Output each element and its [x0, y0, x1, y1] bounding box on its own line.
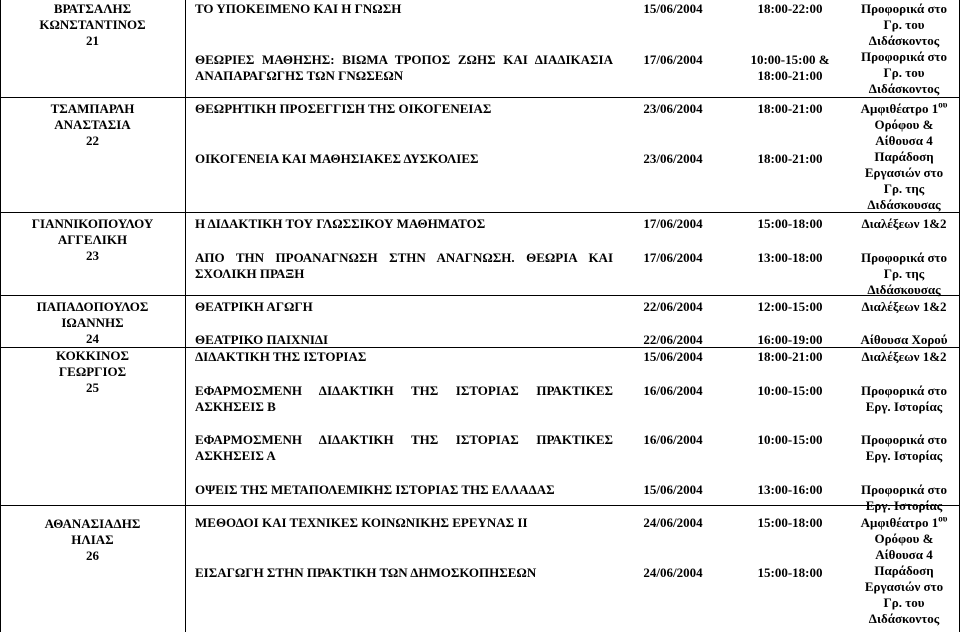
- professor-surname: ΒΡΑΤΣΑΛΗΣ: [53, 1, 132, 16]
- course-date: 15/06/2004: [643, 1, 703, 16]
- course-date: 17/06/2004: [643, 250, 703, 265]
- professor-firstname: ΓΕΩΡΓΙΟΣ: [58, 364, 127, 379]
- room-cell: Αίθουσα Χορού: [860, 332, 948, 347]
- professor-firstname: ΚΩΝΣΤΑΝΤΙΝΟΣ: [39, 17, 146, 32]
- course-title: Η ΔΙΔΑΚΤΙΚΗ ΤΟΥ ΓΛΩΣΣΙΚΟΥ ΜΑΘΗΜΑΤΟΣ: [195, 216, 486, 231]
- room-cell: Προφορικά στο Γρ. της Διδάσκουσας: [860, 250, 948, 297]
- room-cell: Προφορικά στο Εργ. Ιστορίας: [860, 383, 948, 414]
- room-cell: Προφορικά στο Γρ. του Διδάσκοντος Προφορικά στο Γρ. του Διδάσκοντος: [860, 1, 948, 96]
- course-time: 15:00-18:00: [757, 515, 823, 530]
- course-time: 13:00-18:00: [757, 250, 823, 265]
- course-title: ΟΨΕΙΣ ΤΗΣ ΜΕΤΑΠΟΛΕΜΙΚΗΣ ΙΣΤΟΡΙΑΣ ΤΗΣ ΕΛΛΑΔΑΣ: [195, 482, 555, 497]
- course-date: 24/06/2004: [643, 565, 703, 580]
- course-title: ΕΙΣΑΓΩΓΗ ΣΤΗΝ ΠΡΑΚΤΙΚΗ ΤΩΝ ΔΗΜΟΣΚΟΠΗΣΕΩΝ: [195, 565, 537, 580]
- professor-number: 24: [86, 331, 99, 346]
- course-title: ΕΦΑΡΜΟΣΜΕΝΗ ΔΙΔΑΚΤΙΚΗ ΤΗΣ ΙΣΤΟΡΙΑΣ ΠΡΑΚΤΙΚΕΣ ΑΣΚΗΣΕΙΣ Α: [195, 432, 613, 463]
- course-date: 23/06/2004: [643, 151, 703, 166]
- course-title: ΘΕΩΡΙΕΣ ΜΑΘΗΣΗΣ: ΒΙΩΜΑ ΤΡΟΠΟΣ ΖΩΗΣ ΚΑΙ ΔΙΑΔΙΚΑΣΙΑ ΑΝΑΠΑΡΑΓΩΓΗΣ ΤΩΝ ΓΝΩΣΕΩΝ: [195, 52, 613, 83]
- course-time: 10:00-15:00 & 18:00-21:00: [750, 52, 830, 83]
- course-time: 15:00-18:00: [757, 216, 823, 231]
- course-time: 15:00-18:00: [757, 565, 823, 580]
- professor-surname: ΓΙΑΝΝΙΚΟΠΟΥΛΟΥ: [31, 216, 154, 231]
- professor-number: 25: [86, 380, 99, 395]
- course-time: 10:00-15:00: [757, 383, 823, 398]
- professor-number: 22: [86, 133, 99, 148]
- course-time: 18:00-22:00: [757, 1, 823, 16]
- course-title: ΘΕΑΤΡΙΚΟ ΠΑΙΧΝΙΔΙ: [195, 332, 329, 347]
- course-date: 22/06/2004: [643, 332, 703, 347]
- professor-firstname: ΗΛΙΑΣ: [71, 532, 114, 547]
- room-cell: Διαλέξεων 1&2: [861, 216, 947, 231]
- room-cell: Διαλέξεων 1&2: [861, 299, 947, 314]
- professor-cell: [1, 101, 184, 149]
- course-time: 18:00-21:00: [757, 151, 823, 166]
- professor-firstname: ΑΝΑΣΤΑΣΙΑ: [54, 117, 131, 132]
- professor-firstname: ΑΓΓΕΛΙΚΗ: [57, 232, 128, 247]
- column-divider: [185, 0, 186, 632]
- professor-cell: [1, 216, 184, 264]
- course-date: 16/06/2004: [643, 383, 703, 398]
- course-title: ΕΦΑΡΜΟΣΜΕΝΗ ΔΙΔΑΚΤΙΚΗ ΤΗΣ ΙΣΤΟΡΙΑΣ ΠΡΑΚΤΙΚΕΣ ΑΣΚΗΣΕΙΣ Β: [195, 383, 613, 414]
- course-title: ΟΙΚΟΓΕΝΕΙΑ ΚΑΙ ΜΑΘΗΣΙΑΚΕΣ ΔΥΣΚΟΛΙΕΣ: [195, 151, 479, 166]
- row-divider: [0, 295, 960, 296]
- course-date: 24/06/2004: [643, 515, 703, 530]
- course-date: 23/06/2004: [643, 101, 703, 116]
- course-time: 18:00-21:00: [757, 101, 823, 116]
- professor-firstname: ΙΩΑΝΝΗΣ: [61, 315, 124, 330]
- professor-number: 23: [86, 248, 99, 263]
- professor-number: 21: [86, 33, 99, 48]
- course-date: 15/06/2004: [643, 482, 703, 497]
- course-title: ΑΠΟ ΤΗΝ ΠΡΟΑΝΑΓΝΩΣΗ ΣΤΗΝ ΑΝΑΓΝΩΣΗ. ΘΕΩΡΙΑ ΚΑΙ ΣΧΟΛΙΚΗ ΠΡΑΞΗ: [195, 250, 613, 281]
- professor-cell: [1, 299, 184, 347]
- professor-surname: ΤΣΑΜΠΑΡΛΗ: [50, 101, 135, 116]
- course-date: 17/06/2004: [643, 216, 703, 231]
- course-time: 18:00-21:00: [757, 349, 823, 364]
- room-cell: Αμφιθέατρο $1^{o\upsilon}$ Ορόφου & Αίθουσα 4 Παράδοση Εργασιών στο Γρ. της Διδάσκουσας: [860, 99, 948, 212]
- course-title: ΤΟ ΥΠΟΚΕΙΜΕΝΟ ΚΑΙ Η ΓΝΩΣΗ: [195, 1, 402, 16]
- professor-surname: ΑΘΑΝΑΣΙΑΔΗΣ: [44, 516, 141, 531]
- course-time: 13:00-16:00: [757, 482, 823, 497]
- course-date: 15/06/2004: [643, 349, 703, 364]
- room-cell: Προφορικά στο Εργ. Ιστορίας: [860, 432, 948, 463]
- course-time: 16:00-19:00: [757, 332, 823, 347]
- professor-number: 26: [86, 548, 99, 563]
- course-title: ΘΕΩΡΗΤΙΚΗ ΠΡΟΣΕΓΓΙΣΗ ΤΗΣ ΟΙΚΟΓΕΝΕΙΑΣ: [195, 101, 492, 116]
- row-divider: [0, 505, 960, 506]
- room-cell: Διαλέξεων 1&2: [861, 349, 947, 364]
- course-date: 22/06/2004: [643, 299, 703, 314]
- professor-cell: [1, 1, 184, 49]
- course-title: ΜΕΘΟΔΟΙ ΚΑΙ ΤΕΧΝΙΚΕΣ ΚΟΙΝΩΝΙΚΗΣ ΕΡΕΥΝΑΣ ΙΙ: [195, 515, 528, 530]
- room-cell: Αμφιθέατρο $1^{o\upsilon}$ Ορόφου & Αίθουσα 4 Παράδοση Εργασιών στο Γρ. του Διδάσκοντος: [860, 513, 948, 626]
- professor-surname: ΠΑΠΑΔΟΠΟΥΛΟΣ: [36, 299, 149, 314]
- course-title: ΔΙΔΑΚΤΙΚΗ ΤΗΣ ΙΣΤΟΡΙΑΣ: [195, 349, 367, 364]
- course-time: 12:00-15:00: [757, 299, 823, 314]
- professor-cell: [1, 348, 184, 396]
- professor-cell: [1, 516, 184, 564]
- course-date: 17/06/2004: [643, 52, 703, 67]
- course-time: 10:00-15:00: [757, 432, 823, 447]
- row-divider: [0, 212, 960, 213]
- professor-surname: ΚΟΚΚΙΝΟΣ: [56, 348, 129, 363]
- course-date: 16/06/2004: [643, 432, 703, 447]
- room-cell: Προφορικά στο Εργ. Ιστορίας: [860, 482, 948, 513]
- course-title: ΘΕΑΤΡΙΚΗ ΑΓΩΓΗ: [195, 299, 313, 314]
- row-divider: [0, 97, 960, 98]
